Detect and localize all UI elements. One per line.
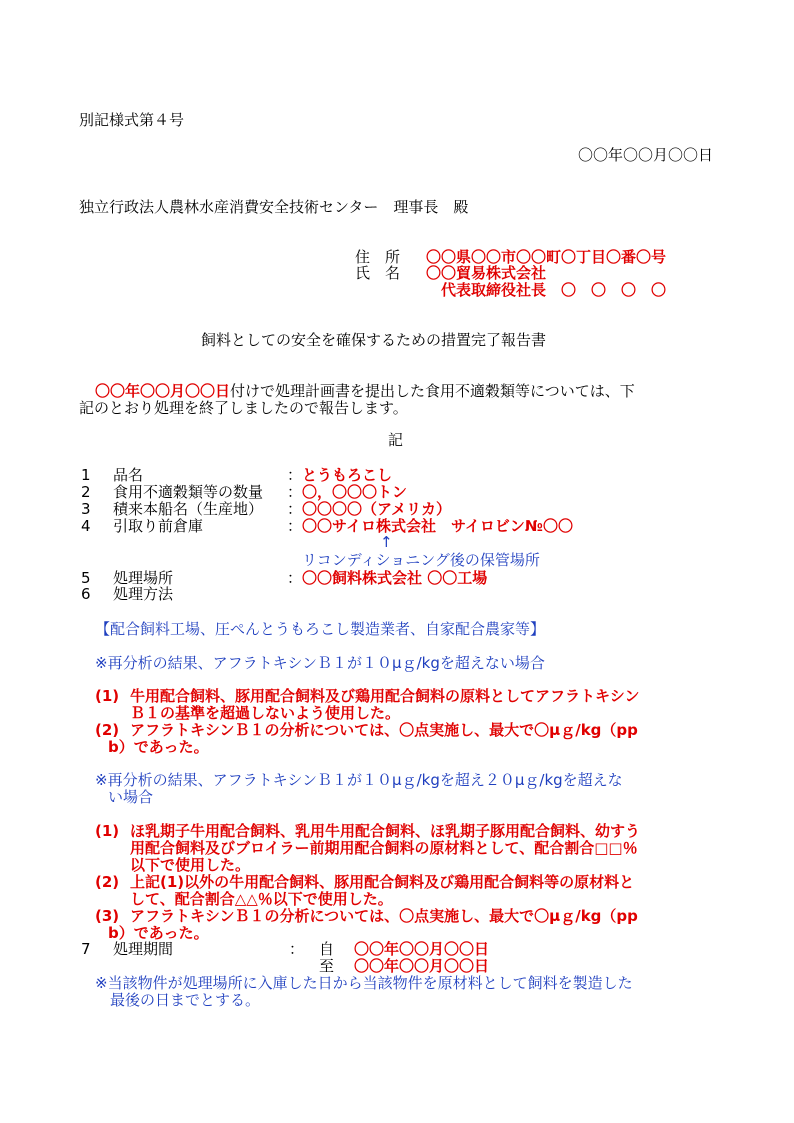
item-5-num: 5 <box>81 569 91 587</box>
item-1-num: 1 <box>81 466 91 484</box>
period-from-label: 自 <box>319 940 335 958</box>
item-7-num: 7 <box>81 940 91 958</box>
arrow-note: リコンディショニング後の保管場所 <box>302 551 540 569</box>
case1-item-1-line-2: Ｂ１の基準を超過しないよう使用した。 <box>130 704 401 722</box>
case1-item-2-line-2: b）であった。 <box>108 738 209 756</box>
case2-item-1-line-2: 用配合飼料及びブロイラー前期用配合飼料の原材料として、配合割合□□％ <box>130 839 638 857</box>
item-4-sep: ： <box>287 517 303 535</box>
case2-item-2-line-2: して、配合割合△△％以下で使用した。 <box>130 890 393 908</box>
case2-item-1-num: (1) <box>95 822 120 840</box>
item-6-label: 処理方法 <box>113 585 174 603</box>
case1-item-2-line-1: アフラトキシンＢ１の分析については、〇点実施し、最大で〇μｇ/kg（pp <box>130 721 638 739</box>
case2-item-3-line-2: b）であった。 <box>108 924 209 942</box>
addressee: 独立行政法人農林水産消費安全技術センター 理事長 殿 <box>79 198 469 216</box>
period-from-date: 〇〇年〇〇月〇〇日 <box>354 940 490 958</box>
case2-item-2-line-1: 上記(1)以外の牛用配合飼料、豚用配合飼料及び鶏用配合飼料等の原材料と <box>130 873 635 891</box>
item-2-num: 2 <box>81 483 91 501</box>
case2-item-1-line-1: ほ乳期子牛用配合飼料、乳用牛用配合飼料、ほ乳期子豚用配合飼料、幼すう <box>130 822 641 840</box>
document-title: 飼料としての安全を確保するための措置完了報告書 <box>201 331 547 349</box>
item-4-label: 引取り前倉庫 <box>113 517 204 535</box>
intro-line-1 <box>95 383 635 400</box>
item-1-value: とうもろこし <box>302 466 393 484</box>
intro-line-1-text: 付けで処理計画書を提出した食用不適穀類等については、下 <box>230 382 635 400</box>
case2-note-line-1: ※再分析の結果、アフラトキシンＢ１が１０μｇ/kgを超え２０μｇ/kgを超えな <box>95 771 623 789</box>
item-1-sep: ： <box>287 466 303 484</box>
period-note-line-2: 最後の日までとする。 <box>110 991 261 1009</box>
item-5-value: 〇〇飼料株式会社 〇〇工場 <box>302 569 488 587</box>
item-2-sep: ： <box>287 483 303 501</box>
ki-heading: 記 <box>388 431 404 449</box>
item-6-num: 6 <box>81 585 91 603</box>
intro-date: 〇〇年〇〇月〇〇日 <box>95 382 231 400</box>
case2-item-3-num: (3) <box>95 907 120 925</box>
item-7-label: 処理期間 <box>113 940 174 958</box>
report-date: 〇〇年〇〇月〇〇日 <box>577 146 713 164</box>
item-4-num: 4 <box>81 517 91 535</box>
item-2-label: 食用不適穀類等の数量 <box>113 483 264 501</box>
item-5-label: 処理場所 <box>113 569 174 587</box>
form-number: 別記様式第４号 <box>79 111 185 129</box>
address-label: 住 所 <box>355 248 401 266</box>
item-3-num: 3 <box>81 500 91 518</box>
item-3-label: 積来本船名（生産地） <box>113 500 264 518</box>
case2-item-1-line-3: 以下で使用した。 <box>130 856 251 874</box>
item-1-label: 品名 <box>113 466 144 484</box>
intro-line-2: 記のとおり処理を終了しましたので報告します。 <box>79 399 408 417</box>
period-note-line-1: ※当該物件が処理場所に入庫した日から当該物件を原材料として飼料を製造した <box>95 974 633 992</box>
item-7-sep: ： <box>289 940 305 958</box>
sender-representative: 代表取締役社長 〇 〇 〇 〇 <box>441 281 667 299</box>
item-5-sep: ： <box>287 569 303 587</box>
sender-company: 〇〇貿易株式会社 <box>426 264 547 282</box>
case1-item-2-num: (2) <box>95 721 120 739</box>
up-arrow-icon: ↑ <box>380 533 393 551</box>
case2-item-3-line-1: アフラトキシンＢ１の分析については、〇点実施し、最大で〇μｇ/kg（pp <box>130 907 638 925</box>
case1-item-1-num: (1) <box>95 687 120 705</box>
item-3-value: 〇〇〇〇（アメリカ） <box>302 500 451 518</box>
item-2-value: 〇，〇〇〇トン <box>302 483 408 501</box>
case1-item-1-line-1: 牛用配合飼料、豚用配合飼料及び鶏用配合飼料の原料としてアフラトキシン <box>130 687 640 705</box>
case2-item-2-num: (2) <box>95 873 120 891</box>
item-3-sep: ： <box>287 500 303 518</box>
name-label: 氏 名 <box>355 264 401 282</box>
method-heading: 【配合飼料工場、圧ぺんとうもろこし製造業者、自家配合農家等】 <box>95 620 546 638</box>
case2-note-line-2: い場合 <box>108 788 154 806</box>
period-to-label: 至 <box>319 957 335 975</box>
item-4-value: 〇〇サイロ株式会社 サイロビン№〇〇 <box>302 517 573 535</box>
case1-note: ※再分析の結果、アフラトキシンＢ１が１０μｇ/kgを超えない場合 <box>95 654 545 672</box>
period-to-date: 〇〇年〇〇月〇〇日 <box>354 957 490 975</box>
sender-address: 〇〇県〇〇市〇〇町〇丁目〇番〇号 <box>426 248 667 266</box>
